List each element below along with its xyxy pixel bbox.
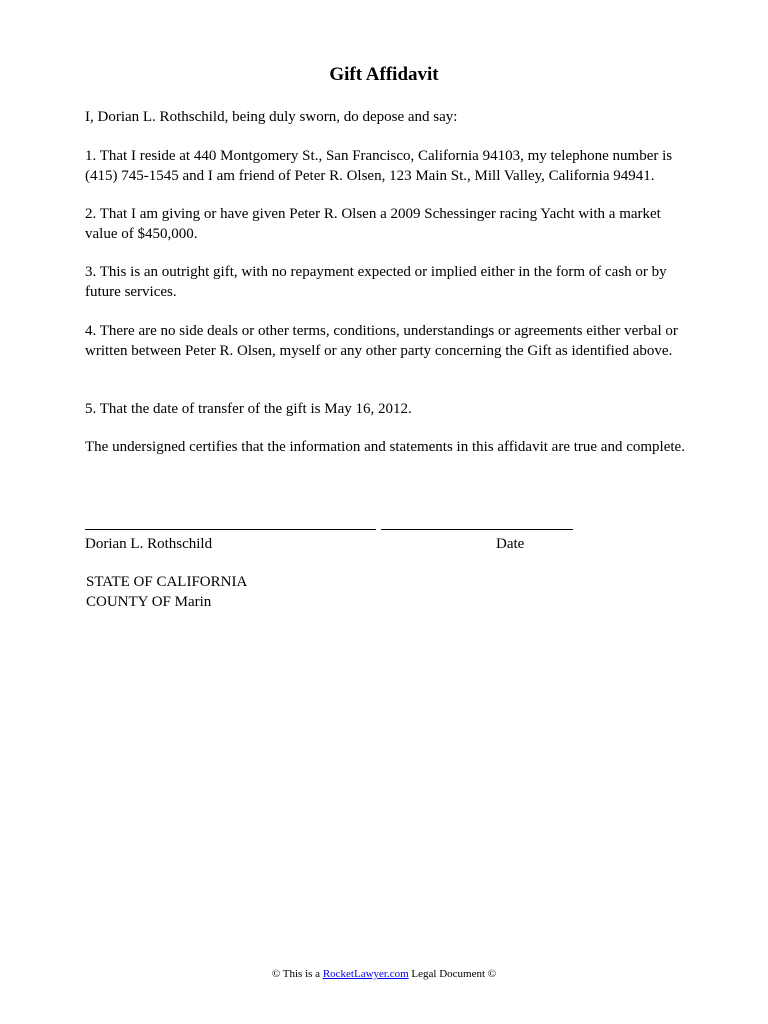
paragraph-3: 3. This is an outright gift, with no repayment expected or implied either in the form of cash or by future services. (85, 264, 667, 300)
footer (0, 968, 768, 981)
venue-state: STATE OF CALIFORNIA (86, 574, 248, 590)
paragraph-5: 5. That the date of transfer of the gift is May 16, 2012. (85, 401, 412, 417)
document-title: Gift Affidavit (329, 64, 439, 85)
signature-date-line (381, 529, 573, 530)
date-label: Date (496, 536, 525, 552)
signature-lines (85, 518, 685, 532)
signer-name: Dorian L. Rothschild (85, 536, 213, 552)
paragraph-4: 4. There are no side deals or other terms, conditions, understandings or agreements either verbal or written between Peter R. Olsen, myself or any other party concerning the Gift as identified above. (85, 323, 678, 359)
paragraph-2: 2. That I am giving or have given Peter R. Olsen a 2009 Schessinger racing Yacht with a market value of $450,000. (85, 206, 661, 242)
venue-county: COUNTY OF Marin (86, 593, 212, 610)
footer-prefix: © This is a (271, 968, 321, 980)
venue-block (86, 573, 247, 612)
rocketlawyer-link[interactable]: RocketLawyer.com (322, 968, 409, 980)
footer-suffix: Legal Document © (411, 968, 497, 980)
signature-name-line (85, 529, 376, 530)
intro-paragraph: I, Dorian L. Rothschild, being duly sworn, do depose and say: (85, 109, 458, 125)
paragraph-1: 1. That I reside at 440 Montgomery St., San Francisco, California 94103, my telephone number is (415) 745-1545 and I am friend of Peter R. Olsen, 123 Main St., Mill Valley, California 94941. (85, 148, 673, 184)
certification-paragraph: The undersigned certifies that the information and statements in this affidavit are true and complete. (85, 439, 685, 455)
